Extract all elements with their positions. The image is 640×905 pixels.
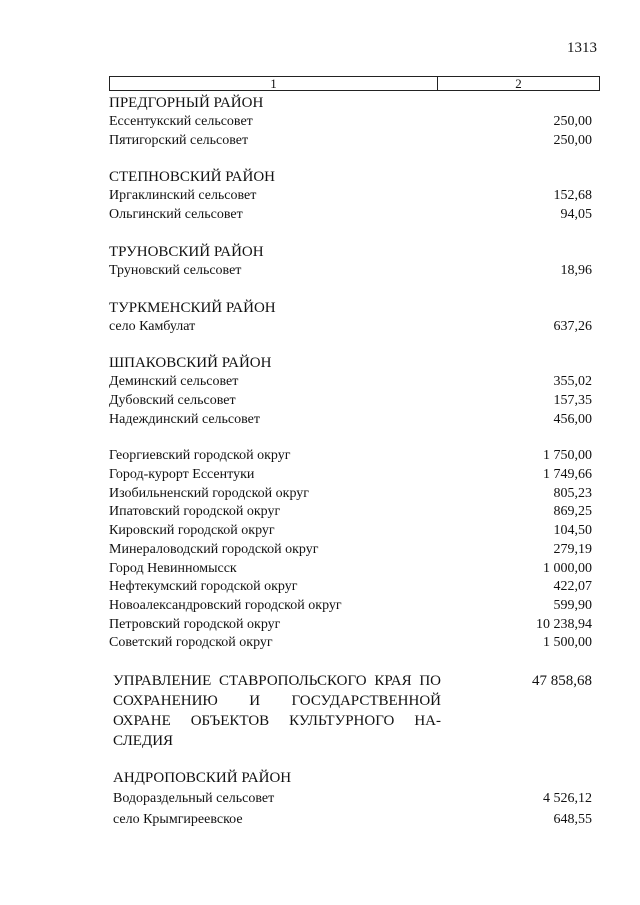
table-row <box>109 373 592 392</box>
table-row <box>109 132 592 151</box>
department-name <box>113 671 441 751</box>
table-row <box>109 392 592 411</box>
row-label: Минераловодский городской округ <box>109 541 319 557</box>
row-label: Водораздельный сельсовет <box>113 791 275 807</box>
row-value: 869,25 <box>553 504 592 520</box>
table-row <box>113 809 592 830</box>
row-value: 4 526,12 <box>543 791 592 807</box>
row-label: село Крымгиреевское <box>113 812 243 828</box>
row-label: Ипатовский городской округ <box>109 504 281 520</box>
row-label: Пятигорский сельсовет <box>109 132 249 148</box>
row-value: 805,23 <box>553 485 592 501</box>
row-label: Город-курорт Ессентуки <box>109 467 255 483</box>
row-label: Кировский городской округ <box>109 523 275 539</box>
row-value: 18,96 <box>560 262 592 278</box>
table-row <box>109 522 592 541</box>
table-row <box>113 788 592 809</box>
table-row <box>109 411 592 430</box>
department-name-line: ОХРАНЕ ОБЪЕКТОВ КУЛЬТУРНОГО НА- <box>113 713 441 730</box>
document-body <box>109 94 592 848</box>
row-value: 104,50 <box>553 523 592 539</box>
district-section <box>109 354 592 429</box>
district-heading: ПРЕДГОРНЫЙ РАЙОН <box>109 95 264 111</box>
row-value: 456,00 <box>553 411 592 427</box>
table-row <box>109 616 592 635</box>
district-section <box>109 168 592 224</box>
row-label: Петровский городской округ <box>109 616 281 632</box>
table-row <box>109 206 592 225</box>
table-row <box>109 634 592 653</box>
row-label: Деминский сельсовет <box>109 374 239 390</box>
row-value: 10 238,94 <box>536 616 592 632</box>
row-label: Надеждинский сельсовет <box>109 411 260 427</box>
table-header-col-1: 1 <box>110 77 438 90</box>
row-value: 94,05 <box>560 207 592 223</box>
row-value: 1 750,00 <box>543 448 592 464</box>
district-section <box>109 243 592 281</box>
district-section <box>113 769 592 830</box>
row-label: Нефтекумский городской округ <box>109 579 298 595</box>
row-value: 152,68 <box>553 188 592 204</box>
row-label: Иргаклинский сельсовет <box>109 188 257 204</box>
district-heading: ТУРКМЕНСКИЙ РАЙОН <box>109 299 276 316</box>
row-label: Новоалександровский городской округ <box>109 597 342 613</box>
table-header <box>109 76 600 91</box>
table-row <box>109 541 592 560</box>
table-row <box>109 503 592 522</box>
district-heading: ТРУНОВСКИЙ РАЙОН <box>109 243 264 260</box>
row-label: Советский городской округ <box>109 635 273 651</box>
district-heading: АНДРОПОВСКИЙ РАЙОН <box>113 770 292 787</box>
row-value: 422,07 <box>553 579 592 595</box>
row-label: Георгиевский городской округ <box>109 448 291 464</box>
table-row <box>109 187 592 206</box>
row-label: Ольгинский сельсовет <box>109 207 243 223</box>
department-total: 47 858,68 <box>532 673 592 690</box>
row-value: 1 749,66 <box>543 467 592 483</box>
department-name-line: УПРАВЛЕНИЕ СТАВРОПОЛЬСКОГО КРАЯ ПО <box>113 673 441 690</box>
table-row <box>109 485 592 504</box>
district-heading: ШПАКОВСКИЙ РАЙОН <box>109 355 272 372</box>
row-value: 637,26 <box>553 318 592 334</box>
row-value: 1 000,00 <box>543 560 592 576</box>
district-heading: СТЕПНОВСКИЙ РАЙОН <box>109 169 276 186</box>
table-row <box>109 560 592 579</box>
row-value: 355,02 <box>553 374 592 390</box>
district-section <box>109 299 592 337</box>
row-label: село Камбулат <box>109 318 196 334</box>
table-row <box>109 113 592 132</box>
table-header-col-2: 2 <box>515 76 522 91</box>
row-value: 1 500,00 <box>543 635 592 651</box>
table-row <box>109 262 592 281</box>
page-number: 1313 <box>567 40 597 56</box>
department-row <box>113 671 592 751</box>
table-row <box>109 447 592 466</box>
row-label: Город Невинномысск <box>109 560 237 576</box>
table-row <box>109 466 592 485</box>
table-row <box>109 578 592 597</box>
okrug-list <box>109 447 592 653</box>
district-section <box>109 94 592 150</box>
row-label: Изобильненский городской округ <box>109 485 310 501</box>
row-value: 648,55 <box>553 812 592 828</box>
row-value: 279,19 <box>553 541 592 557</box>
department-block <box>113 671 592 751</box>
row-value: 599,90 <box>553 597 592 613</box>
department-name-line: СОХРАНЕНИЮ И ГОСУДАРСТВЕННОЙ <box>113 693 441 710</box>
row-label: Труновский сельсовет <box>109 262 242 278</box>
table-row <box>109 597 592 616</box>
row-label: Ессентукский сельсовет <box>109 114 253 129</box>
row-value: 250,00 <box>553 114 592 129</box>
row-value: 157,35 <box>553 392 592 408</box>
row-value: 250,00 <box>553 132 592 148</box>
department-name-line: СЛЕДИЯ <box>113 733 174 750</box>
row-label: Дубовский сельсовет <box>109 392 236 408</box>
table-row <box>109 318 592 337</box>
